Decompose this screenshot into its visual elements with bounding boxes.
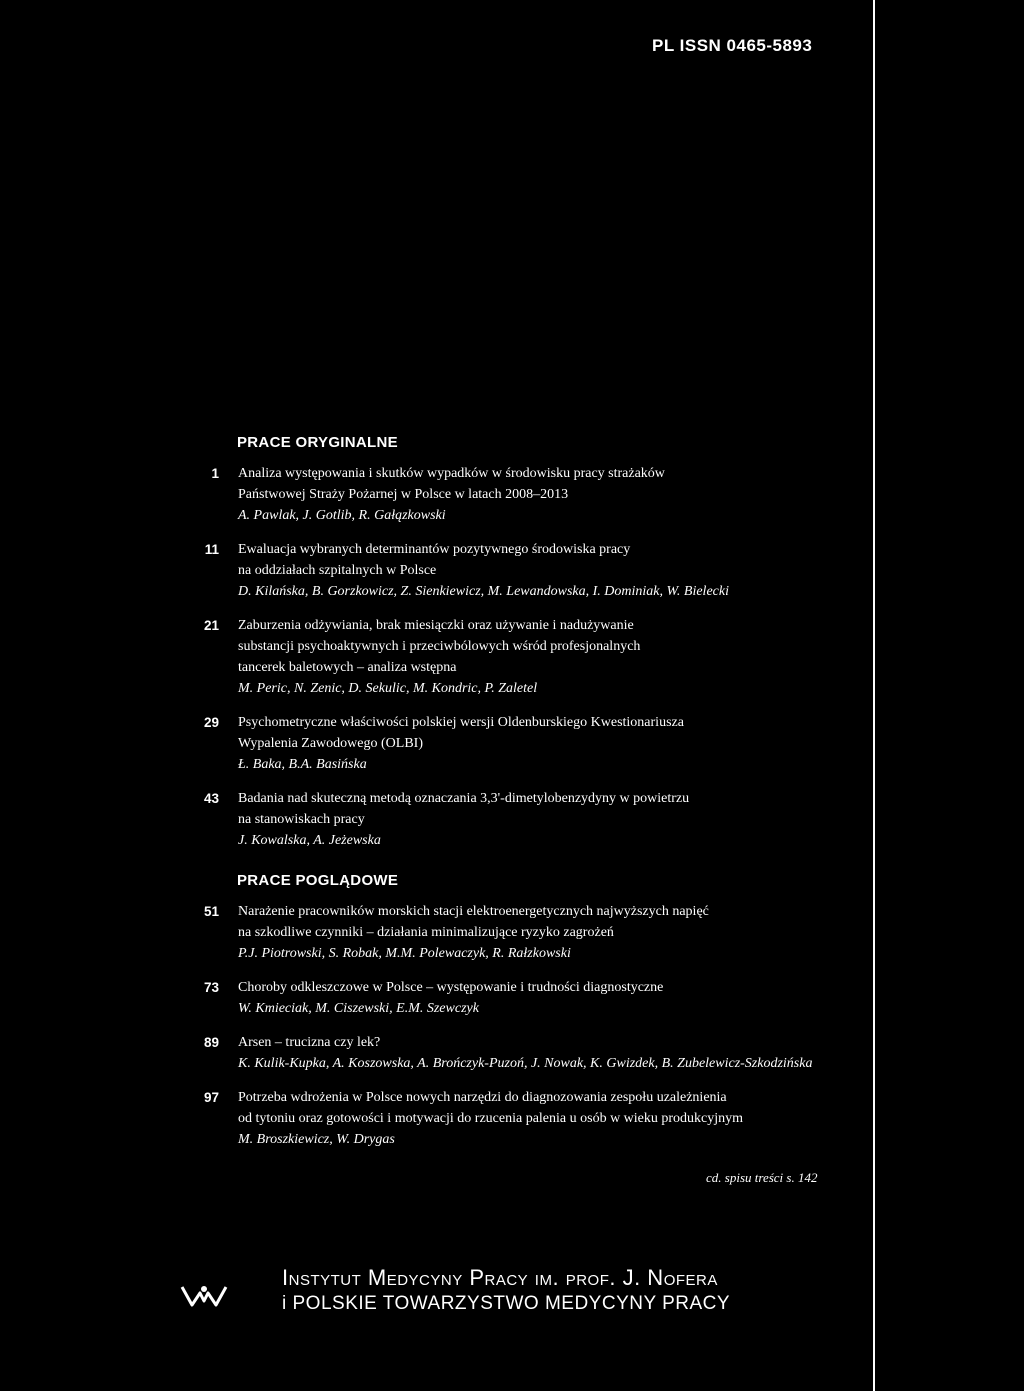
page-number: 1 xyxy=(211,466,219,481)
original-papers-section xyxy=(197,434,837,851)
entry-authors xyxy=(238,1053,837,1074)
toc-entry[interactable] xyxy=(197,788,837,851)
entry-title-line: tancerek baletowych – analiza wstępna xyxy=(238,660,457,675)
entry-title-line: Państwowej Straży Pożarnej w Polsce w latach 2008–2013 xyxy=(238,487,569,502)
entry-authors: Ł. Baka, B.A. Basińska xyxy=(238,757,367,772)
entry-title-line: Psychometryczne właściwości polskiej wersji Oldenburskiego Kwestionariusza xyxy=(238,715,684,730)
toc-entry[interactable] xyxy=(197,977,837,1019)
entry-authors: D. Kilańska, B. Gorzkowicz, Z. Sienkiewicz, M. Lewandowska, I. Dominiak, W. Bielecki xyxy=(238,584,729,599)
entry-title-line: substancji psychoaktywnych i przeciwbólowych wśród profesjonalnych xyxy=(238,639,641,654)
entry-title-line: Potrzeba wdrożenia w Polsce nowych narzędzi do diagnozowania zespołu uzależnienia xyxy=(238,1090,727,1105)
entry-title-line: Arsen – trucizna czy lek? xyxy=(238,1035,381,1050)
page-number: 43 xyxy=(203,791,219,806)
entry-authors: M. Broszkiewicz, W. Drygas xyxy=(238,1132,395,1147)
toc-entry[interactable] xyxy=(197,712,837,775)
publisher-line1: Instytut Medycyny Pracy im. prof. J. Nofera xyxy=(282,1265,718,1290)
page-edge-line xyxy=(873,0,875,1391)
issn-label: PL ISSN 0465-5893 xyxy=(652,36,813,55)
entry-title-line: Ewaluacja wybranych determinantów pozytywnego środowiska pracy xyxy=(238,542,631,557)
page-number: 11 xyxy=(204,542,219,557)
entry-title-line: Narażenie pracowników morskich stacji elektroenergetycznych najwyższych napięć xyxy=(238,904,709,919)
section-heading: PRACE POGLĄDOWE xyxy=(237,872,399,889)
page-number: 97 xyxy=(203,1090,219,1105)
toc-entry[interactable] xyxy=(197,463,837,526)
toc-entry[interactable] xyxy=(197,615,837,699)
page-number: 29 xyxy=(203,715,219,730)
entry-authors-line1: K. Kulik-Kupka, A. Koszowska, A. Brończyk-Puzoń, J. Nowak, K. Gwizdek, B. Zubelewicz-Szkodzińska xyxy=(238,1056,813,1071)
page-number: 89 xyxy=(203,1035,219,1050)
section-heading: PRACE ORYGINALNE xyxy=(237,434,398,451)
entry-title-line: na szkodliwe czynniki – działania minimalizujące ryzyko zagrożeń xyxy=(238,925,614,940)
entry-title-line: Analiza występowania i skutków wypadków w środowisku pracy strażaków xyxy=(238,466,665,481)
institute-logo-icon xyxy=(180,1283,228,1318)
publisher-line2: i POLSKIE TOWARZYSTWO MEDYCYNY PRACY xyxy=(282,1293,731,1314)
page-number: 51 xyxy=(203,904,219,919)
continued-note: cd. spisu treści s. 142 xyxy=(706,1170,818,1185)
entry-authors: M. Peric, N. Zenic, D. Sekulic, M. Kondric, P. Zaletel xyxy=(238,681,538,696)
entry-title-line: Zaburzenia odżywiania, brak miesiączki oraz używanie i nadużywanie xyxy=(238,618,634,633)
entry-title-line: Wypalenia Zawodowego (OLBI) xyxy=(238,736,423,751)
entry-title-line: na oddziałach szpitalnych w Polsce xyxy=(238,563,437,578)
entry-authors: A. Pawlak, J. Gotlib, R. Gałązkowski xyxy=(238,508,446,523)
review-papers-section xyxy=(197,872,837,1150)
entry-title-line: Badania nad skuteczną metodą oznaczania 3,3'-dimetylobenzydyny w powietrzu xyxy=(238,791,690,806)
entry-title-line: od tytoniu oraz gotowości i motywacji do rzucenia palenia u osób w wieku produkcyjnym xyxy=(238,1111,744,1126)
page-number: 73 xyxy=(203,980,219,995)
entry-authors: P.J. Piotrowski, S. Robak, M.M. Polewaczyk, R. Rałzkowski xyxy=(238,946,571,961)
entry-authors: W. Kmieciak, M. Ciszewski, E.M. Szewczyk xyxy=(238,1001,479,1016)
page-number: 21 xyxy=(203,618,219,633)
toc-entry[interactable] xyxy=(197,539,837,602)
entry-title-line: Choroby odkleszczowe w Polsce – występowanie i trudności diagnostyczne xyxy=(238,980,664,995)
entry-authors: J. Kowalska, A. Jeżewska xyxy=(238,833,381,848)
toc-entry[interactable] xyxy=(197,901,837,964)
toc-entry[interactable] xyxy=(197,1032,837,1074)
entry-title-line: na stanowiskach pracy xyxy=(238,812,365,827)
publisher-block xyxy=(282,1265,730,1317)
toc-entry[interactable] xyxy=(197,1087,837,1150)
